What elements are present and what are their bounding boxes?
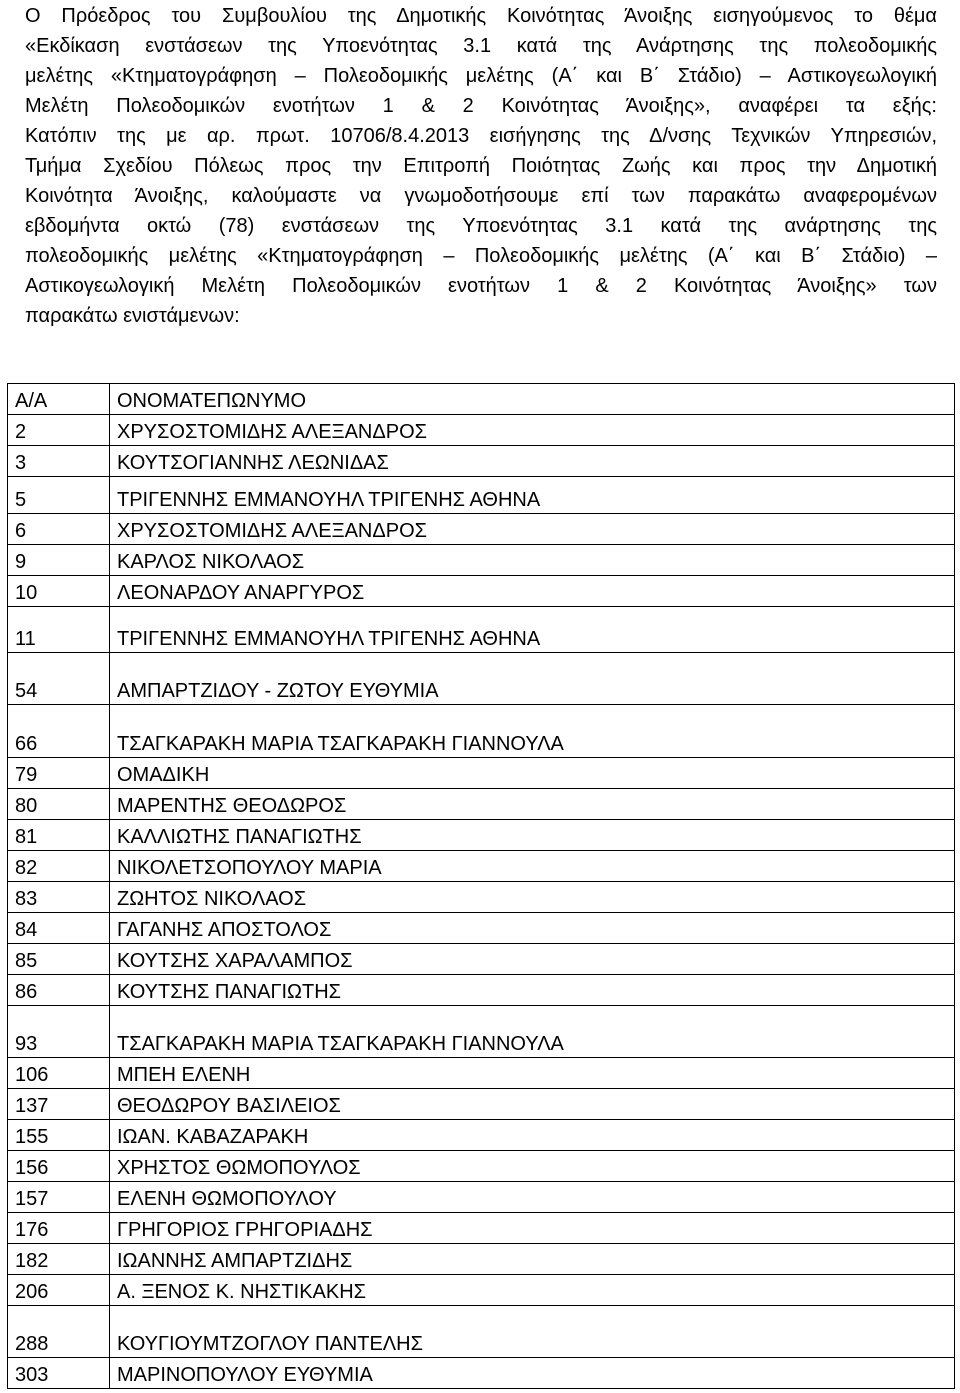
row-number: 156 [8, 1151, 110, 1182]
row-number: 54 [8, 653, 110, 705]
table-row [8, 1182, 955, 1213]
table-row [8, 789, 955, 820]
row-number: 6 [8, 514, 110, 545]
row-name: Α. ΞΕΝΟΣ Κ. ΝΗΣΤΙΚΑΚΗΣ [110, 1275, 955, 1306]
row-number: 2 [8, 415, 110, 446]
table-row [8, 1151, 955, 1182]
row-name: ΚΟΥΓΙΟΥΜΤΖΟΓΛΟΥ ΠΑΝΤΕΛΗΣ [110, 1306, 955, 1358]
row-number: 84 [8, 913, 110, 944]
body-line: Κατόπιν της με αρ. πρωτ. 10706/8.4.2013 εισήγησης της Δ/νσης Τεχνικών Υπηρεσιών, [25, 125, 937, 147]
table-row [8, 1275, 955, 1306]
row-number: 182 [8, 1244, 110, 1275]
table-row [8, 514, 955, 545]
header-aa: Α/Α [8, 384, 110, 415]
row-name: ΧΡΥΣΟΣΤΟΜΙΔΗΣ ΑΛΕΞΑΝΔΡΟΣ [110, 514, 955, 545]
row-number: 80 [8, 789, 110, 820]
table-row [8, 477, 955, 514]
row-name: ΧΡΗΣΤΟΣ ΘΩΜΟΠΟΥΛΟΣ [110, 1151, 955, 1182]
row-number: 206 [8, 1275, 110, 1306]
row-number: 288 [8, 1306, 110, 1358]
table-row [8, 1120, 955, 1151]
row-name: ΜΑΡΙΝΟΠΟΥΛΟΥ ΕΥΘΥΜΙΑ [110, 1358, 955, 1389]
table-row [8, 576, 955, 607]
table-row [8, 653, 955, 705]
row-number: 303 [8, 1358, 110, 1389]
table-row [8, 820, 955, 851]
row-number: 82 [8, 851, 110, 882]
row-name: ΝΙΚΟΛΕΤΣΟΠΟΥΛΟΥ ΜΑΡΙΑ [110, 851, 955, 882]
table-row [8, 1306, 955, 1358]
row-name: ΜΑΡΕΝΤΗΣ ΘΕΟΔΩΡΟΣ [110, 789, 955, 820]
row-number: 106 [8, 1058, 110, 1089]
table-row [8, 758, 955, 789]
table-row [8, 1006, 955, 1058]
body-line: Αστικογεωλογική Μελέτη Πολεοδομικών ενοτήτων 1 & 2 Κοινότητας Άνοιξης» των [25, 275, 937, 297]
row-name: ΟΜΑΔΙΚΗ [110, 758, 955, 789]
row-number: 10 [8, 576, 110, 607]
row-name: ΤΣΑΓΚΑΡΑΚΗ ΜΑΡΙΑ ΤΣΑΓΚΑΡΑΚΗ ΓΙΑΝΝΟΥΛΑ [110, 1006, 955, 1058]
row-name: ΚΟΥΤΣΟΓΙΑΝΝΗΣ ΛΕΩΝΙΔΑΣ [110, 446, 955, 477]
intro-line: Μελέτη Πολεοδομικών ενοτήτων 1 & 2 Κοινότητας Άνοιξης», αναφέρει τα εξής: [25, 95, 937, 117]
intro-line: μελέτης «Κτηματογράφηση – Πολεοδομικής μελέτης (Α΄ και Β΄ Στάδιο) – Αστικογεωλογική [25, 65, 937, 87]
table-row [8, 882, 955, 913]
body-line: παρακάτω ενιστάμενων: [25, 305, 240, 327]
row-name: ΖΩΗΤΟΣ ΝΙΚΟΛΑΟΣ [110, 882, 955, 913]
row-name: ΜΠΕΗ ΕΛΕΝΗ [110, 1058, 955, 1089]
table-row [8, 1089, 955, 1120]
row-number: 9 [8, 545, 110, 576]
body-line: Κοινότητα Άνοιξης, καλούμαστε να γνωμοδοτήσουμε επί των παρακάτω αναφερομένων [25, 185, 937, 207]
table-header-row [8, 384, 955, 415]
table-row [8, 913, 955, 944]
row-name: ΚΟΥΤΣΗΣ ΧΑΡΑΛΑΜΠΟΣ [110, 944, 955, 975]
row-name: ΙΩΑΝΝΗΣ ΑΜΠΑΡΤΖΙΔΗΣ [110, 1244, 955, 1275]
row-number: 83 [8, 882, 110, 913]
row-number: 81 [8, 820, 110, 851]
row-name: ΚΑΡΛΟΣ ΝΙΚΟΛΑΟΣ [110, 545, 955, 576]
row-name: ΛΕΟΝΑΡΔΟΥ ΑΝΑΡΓΥΡΟΣ [110, 576, 955, 607]
table-row [8, 975, 955, 1006]
row-name: ΕΛΕΝΗ ΘΩΜΟΠΟΥΛΟΥ [110, 1182, 955, 1213]
table-row [8, 1358, 955, 1389]
row-number: 93 [8, 1006, 110, 1058]
row-name: ΓΑΓΑΝΗΣ ΑΠΟΣΤΟΛΟΣ [110, 913, 955, 944]
table-row [8, 705, 955, 758]
body-line: Τμήμα Σχεδίου Πόλεως προς την Επιτροπή Ποιότητας Ζωής και προς την Δημοτική [25, 155, 937, 177]
row-number: 11 [8, 607, 110, 653]
document-text [25, 1, 937, 331]
row-number: 5 [8, 477, 110, 514]
row-number: 157 [8, 1182, 110, 1213]
row-name: ΧΡΥΣΟΣΤΟΜΙΔΗΣ ΑΛΕΞΑΝΔΡΟΣ [110, 415, 955, 446]
body-line: εβδομήντα οκτώ (78) ενστάσεων της Υποενότητας 3.1 κατά της ανάρτησης της [25, 215, 937, 237]
body-line: πολεοδομικής μελέτης «Κτηματογράφηση – Πολεοδομικής μελέτης (Α΄ και Β΄ Στάδιο) – [25, 245, 937, 267]
row-number: 176 [8, 1213, 110, 1244]
row-name: ΚΟΥΤΣΗΣ ΠΑΝΑΓΙΩΤΗΣ [110, 975, 955, 1006]
header-name: ΟΝΟΜΑΤΕΠΩΝΥΜΟ [110, 384, 955, 415]
row-number: 137 [8, 1089, 110, 1120]
intro-line: «Εκδίκαση ενστάσεων της Υποενότητας 3.1 κατά της Ανάρτησης της πολεοδομικής [25, 35, 937, 57]
intro-line: Ο Πρόεδρος του Συμβουλίου της Δημοτικής Κοινότητας Άνοιξης εισηγούμενος το θέμα [25, 5, 937, 27]
row-number: 79 [8, 758, 110, 789]
row-number: 66 [8, 705, 110, 758]
table-row [8, 545, 955, 576]
row-number: 86 [8, 975, 110, 1006]
table-row [8, 1058, 955, 1089]
table-row [8, 415, 955, 446]
row-name: ΚΑΛΛΙΩΤΗΣ ΠΑΝΑΓΙΩΤΗΣ [110, 820, 955, 851]
table-row [8, 446, 955, 477]
row-name: ΘΕΟΔΩΡΟΥ ΒΑΣΙΛΕΙΟΣ [110, 1089, 955, 1120]
row-name: ΑΜΠΑΡΤΖΙΔΟΥ - ΖΩΤΟΥ ΕΥΘΥΜΙΑ [110, 653, 955, 705]
row-name: ΤΣΑΓΚΑΡΑΚΗ ΜΑΡΙΑ ΤΣΑΓΚΑΡΑΚΗ ΓΙΑΝΝΟΥΛΑ [110, 705, 955, 758]
table-row [8, 851, 955, 882]
row-number: 3 [8, 446, 110, 477]
table-row [8, 607, 955, 653]
row-name: ΙΩΑΝ. ΚΑΒΑΖΑΡΑΚΗ [110, 1120, 955, 1151]
row-number: 85 [8, 944, 110, 975]
row-number: 155 [8, 1120, 110, 1151]
row-name: ΤΡΙΓΕΝΝΗΣ ΕΜΜΑΝΟΥΗΛ ΤΡΙΓΕΝΗΣ ΑΘΗΝΑ [110, 607, 955, 653]
table-row [8, 1244, 955, 1275]
table-row [8, 944, 955, 975]
objections-table [7, 383, 955, 1389]
table-row [8, 1213, 955, 1244]
row-name: ΤΡΙΓΕΝΝΗΣ ΕΜΜΑΝΟΥΗΛ ΤΡΙΓΕΝΗΣ ΑΘΗΝΑ [110, 477, 955, 514]
row-name: ΓΡΗΓΟΡΙΟΣ ΓΡΗΓΟΡΙΑΔΗΣ [110, 1213, 955, 1244]
